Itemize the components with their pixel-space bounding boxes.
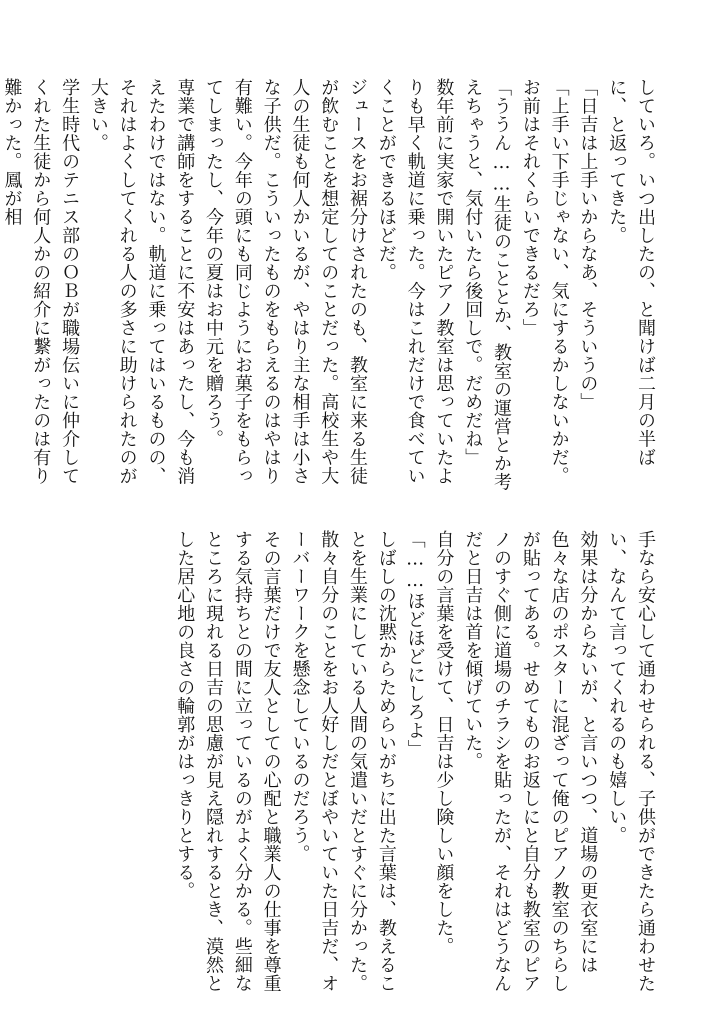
dialogue-line: 「日吉は上手いからなあ、そういうの」 xyxy=(577,78,599,411)
paragraph: 効果は分からないが、と言いつつ、道場の更衣室には色々な店のポスターに混ざって俺のピアノ教室のちらしが貼ってある。せめてものお返しにと自分も教室のピアノのすぐ側に道場のチラシを貼ったが、それはどうなんだと日吉は首を傾げていた。 xyxy=(462,530,599,993)
lower-text-block xyxy=(59,530,659,1000)
dialogue-line: 「ううん……生徒のこととか、教室の運営とか考えちゃうと、気付いたら後回しで。だめだね」 xyxy=(462,78,513,491)
paragraph: その言葉だけで友人としての心配と職業人の仕事を尊重する気持ちとの間に立っているのがよく分かる。些細なところに現れる日吉の思慮が見え隠れするとき、漠然とした居心地の良さの輪郭がはっきりとする。 xyxy=(174,530,282,993)
paragraph: 数年前に実家で開いたピアノ教室は思っていたよりも早く軌道に乗った。今はこれだけで食べていくことができるほどだ。 xyxy=(375,78,455,485)
paragraph: 自分の言葉を受けて、日吉は少し険しい顔をした。 xyxy=(433,530,455,956)
paragraph: 学生時代のテニス部のＯＢが職場伝いに仲介してくれた生徒から何人かの紹介に繋がったのは有り難かった。鳳が相 xyxy=(1,78,81,485)
paragraph: していろ。いつ出したの、と聞けば二月の半ばに、と返ってきた。 xyxy=(606,78,656,467)
dialogue-line: 「上手い下手じゃない、気にするかしないかだ。お前はそれくらいできるだろ」 xyxy=(519,78,570,485)
paragraph: 専業で講師をすることに不安はあったし、今も消えたわけではない。軌道に乗ってはいるものの、それはよくしてくれる人の多さに助けられたのが大きい。 xyxy=(87,78,196,485)
paragraph: ジュースをお裾分けされたのも、教室に来る生徒が飲むことを想定してのことだった。高校生や大人の生徒も何人かいるが、やはり主な相手は小さな子供だ。こういったものをもらえるのはやはり有難い。今年の頭にも同じようにお菓子をもらってしまったし、今年の夏はお中元を贈ろう。 xyxy=(203,78,369,485)
paragraph: 手なら安心して通わせられる、子供ができたら通わせたい、なんて言ってくれるのも嬉しい。 xyxy=(606,530,656,993)
dialogue-line: 「……ほどほどにしろよ」 xyxy=(404,530,426,758)
upper-text-block xyxy=(1,78,659,498)
paragraph: しばしの沈黙からためらいがちに出た言葉は、教えることを生業にしている人間の気遣いだとすぐに分かった。散々自分のことをお人好しだとぼやいていた日吉だ、オーバーワークを懸念しているのだろう。 xyxy=(289,530,397,993)
